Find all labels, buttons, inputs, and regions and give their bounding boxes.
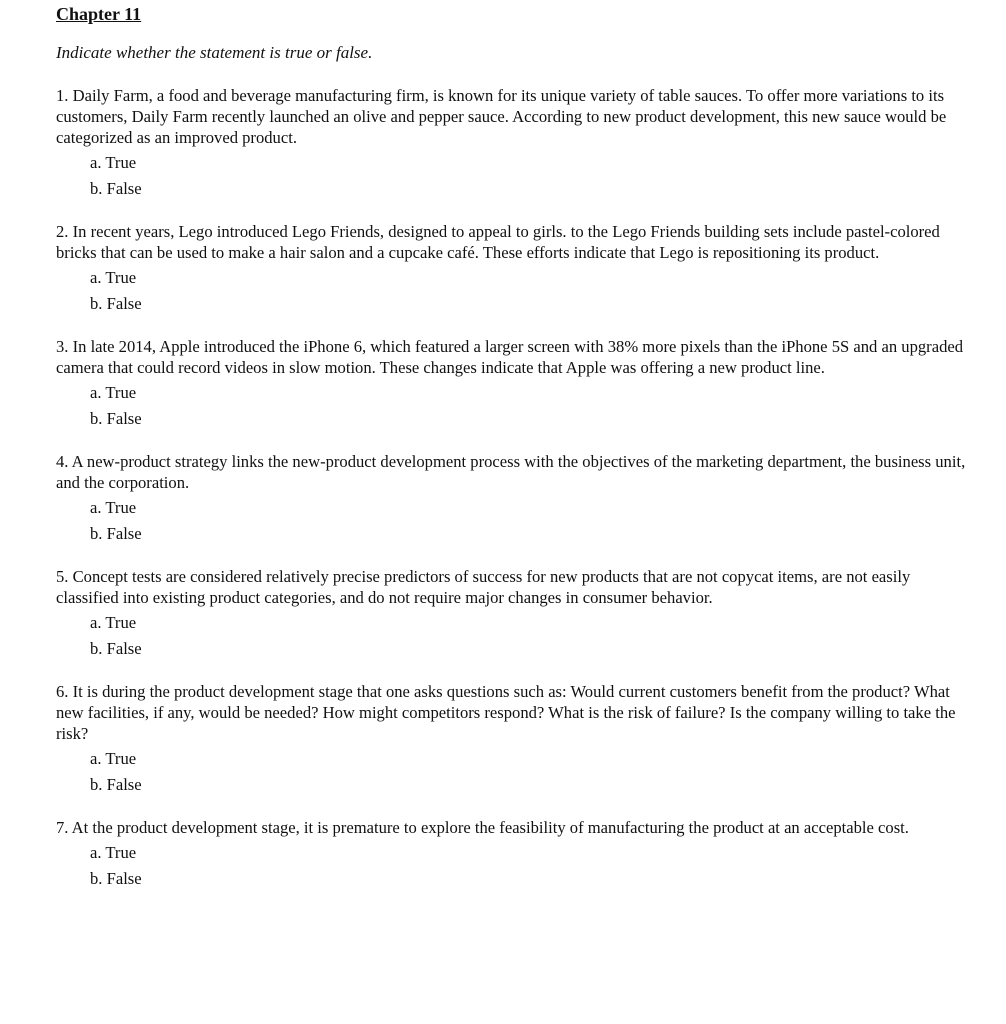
option-true: a. True <box>90 268 137 287</box>
option-false: b. False <box>90 775 142 794</box>
question-1 <box>56 85 971 199</box>
option-false: b. False <box>90 179 142 198</box>
chapter-title: Chapter 11 <box>56 4 142 24</box>
option-false: b. False <box>90 639 142 658</box>
question-stem: 4. A new-product strategy links the new-product development process with the objectives of the marketing department, the business unit, and the corporation. <box>56 452 966 492</box>
question-2 <box>56 221 971 314</box>
document-page <box>56 4 971 889</box>
option-true: a. True <box>90 613 137 632</box>
instructions: Indicate whether the statement is true or false. <box>56 43 373 62</box>
question-6 <box>56 681 971 795</box>
question-stem: 5. Concept tests are considered relatively precise predictors of success for new products that are not copycat items, are not easily classified into existing product categories, and do not require major changes in consumer behavior. <box>56 567 911 607</box>
option-false: b. False <box>90 869 142 888</box>
question-4 <box>56 451 971 544</box>
question-stem: 6. It is during the product development stage that one asks questions such as: Would current customers benefit from the product? What new facilities, if any, would be needed? How might competitors respond? What is the risk of failure? Is the company willing to take the risk? <box>56 682 956 743</box>
option-false: b. False <box>90 294 142 313</box>
option-false: b. False <box>90 409 142 428</box>
question-3 <box>56 336 971 429</box>
question-stem: 7. At the product development stage, it is premature to explore the feasibility of manufacturing the product at an acceptable cost. <box>56 818 909 837</box>
question-stem: 3. In late 2014, Apple introduced the iPhone 6, which featured a larger screen with 38% more pixels than the iPhone 5S and an upgraded camera that could record videos in slow motion. These changes indicate that Apple was offering a new product line. <box>56 337 964 377</box>
option-true: a. True <box>90 749 137 768</box>
option-true: a. True <box>90 498 137 517</box>
option-true: a. True <box>90 153 137 172</box>
question-7 <box>56 817 971 889</box>
question-stem: 1. Daily Farm, a food and beverage manufacturing firm, is known for its unique variety of table sauces. To offer more variations to its customers, Daily Farm recently launched an olive and pepper sauce. According to new product development, this new sauce would be categorized as an improved product. <box>56 86 947 147</box>
option-false: b. False <box>90 524 142 543</box>
option-true: a. True <box>90 383 137 402</box>
question-stem: 2. In recent years, Lego introduced Lego Friends, designed to appeal to girls. to the Lego Friends building sets include pastel-colored bricks that can be used to make a hair salon and a cupcake café. These efforts indicate that Lego is repositioning its product. <box>56 222 940 262</box>
option-true: a. True <box>90 843 137 862</box>
question-5 <box>56 566 971 659</box>
